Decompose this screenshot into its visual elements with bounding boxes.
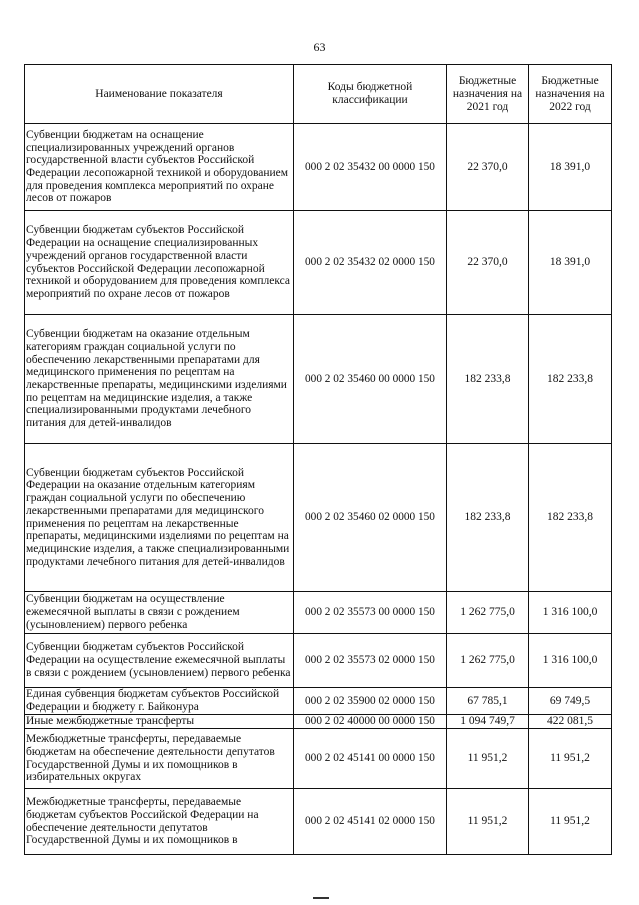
header-allocation-2021: Бюджетные назначения на 2021 год xyxy=(447,65,529,124)
row-budget-code: 000 2 02 35573 02 0000 150 xyxy=(294,634,447,688)
table-row xyxy=(25,715,612,729)
row-allocation-2021: 1 094 749,7 xyxy=(447,715,529,729)
budget-table xyxy=(24,64,612,855)
row-allocation-2022: 18 391,0 xyxy=(529,211,612,315)
table-row xyxy=(25,315,612,444)
row-budget-code: 000 2 02 35432 02 0000 150 xyxy=(294,211,447,315)
scan-mark xyxy=(313,897,329,899)
table-row xyxy=(25,592,612,634)
row-indicator-name: Субвенции бюджетам субъектов Российской Федерации на оснащение специализированных учреждений органов государственной власти субъектов Российской Федерации лесопожарной техникой и оборудованием для проведения комплекса мероприятий по охране лесов от пожаров xyxy=(25,211,294,315)
row-budget-code: 000 2 02 35573 00 0000 150 xyxy=(294,592,447,634)
row-allocation-2021: 67 785,1 xyxy=(447,688,529,715)
row-budget-code: 000 2 02 45141 02 0000 150 xyxy=(294,789,447,855)
row-indicator-name: Иные межбюджетные трансферты xyxy=(25,715,294,729)
row-allocation-2022: 182 233,8 xyxy=(529,444,612,592)
table-row xyxy=(25,688,612,715)
table-row xyxy=(25,789,612,855)
row-allocation-2021: 22 370,0 xyxy=(447,211,529,315)
row-allocation-2022: 182 233,8 xyxy=(529,315,612,444)
table-row xyxy=(25,211,612,315)
row-allocation-2021: 11 951,2 xyxy=(447,789,529,855)
row-indicator-name: Единая субвенция бюджетам субъектов Российской Федерации и бюджету г. Байконура xyxy=(25,688,294,715)
page-cut-edge xyxy=(24,885,611,905)
row-allocation-2021: 11 951,2 xyxy=(447,729,529,789)
table-row xyxy=(25,729,612,789)
row-allocation-2022: 11 951,2 xyxy=(529,789,612,855)
header-budget-codes: Коды бюджетной классификации xyxy=(294,65,447,124)
row-budget-code: 000 2 02 35432 00 0000 150 xyxy=(294,124,447,211)
row-allocation-2021: 1 262 775,0 xyxy=(447,634,529,688)
row-indicator-name: Субвенции бюджетам на оказание отдельным категориям граждан социальной услуги по обеспечению лекарственными препаратами для медицинского применения по рецептам на лекарственные препараты, медицинскими изделиями по рецептам на медицинские изделия, а также специализированными продуктами лечебного питания для детей-инвалидов xyxy=(25,315,294,444)
row-budget-code: 000 2 02 35460 02 0000 150 xyxy=(294,444,447,592)
page-number: 63 xyxy=(313,40,326,54)
row-budget-code: 000 2 02 45141 00 0000 150 xyxy=(294,729,447,789)
row-indicator-name: Межбюджетные трансферты, передаваемые бюджетам на обеспечение деятельности депутатов Государственной Думы и их помощников в избирательных округах xyxy=(25,729,294,789)
row-allocation-2022: 11 951,2 xyxy=(529,729,612,789)
table-row xyxy=(25,634,612,688)
row-budget-code: 000 2 02 40000 00 0000 150 xyxy=(294,715,447,729)
row-allocation-2022: 1 316 100,0 xyxy=(529,634,612,688)
row-allocation-2021: 1 262 775,0 xyxy=(447,592,529,634)
table-row xyxy=(25,444,612,592)
row-indicator-name: Межбюджетные трансферты, передаваемые бюджетам субъектов Российской Федерации на обеспечение деятельности депутатов Государственной Думы и их помощников в xyxy=(25,789,294,855)
header-allocation-2022: Бюджетные назначения на 2022 год xyxy=(529,65,612,124)
row-allocation-2022: 18 391,0 xyxy=(529,124,612,211)
row-allocation-2021: 22 370,0 xyxy=(447,124,529,211)
table-row xyxy=(25,124,612,211)
row-indicator-name: Субвенции бюджетам на осуществление ежемесячной выплаты в связи с рождением (усыновлением) первого ребенка xyxy=(25,592,294,634)
row-indicator-name: Субвенции бюджетам субъектов Российской Федерации на осуществление ежемесячной выплаты в связи с рождением (усыновлением) первого ребенка xyxy=(25,634,294,688)
row-indicator-name: Субвенции бюджетам на оснащение специализированных учреждений органов государственной власти субъектов Российской Федерации лесопожарной техникой и оборудованием для проведения комплекса мероприятий по охране лесов от пожаров xyxy=(25,124,294,211)
row-allocation-2022: 1 316 100,0 xyxy=(529,592,612,634)
row-budget-code: 000 2 02 35460 00 0000 150 xyxy=(294,315,447,444)
row-allocation-2022: 422 081,5 xyxy=(529,715,612,729)
row-allocation-2021: 182 233,8 xyxy=(447,315,529,444)
row-budget-code: 000 2 02 35900 02 0000 150 xyxy=(294,688,447,715)
table-header-row xyxy=(25,65,612,124)
row-allocation-2022: 69 749,5 xyxy=(529,688,612,715)
row-allocation-2021: 182 233,8 xyxy=(447,444,529,592)
row-indicator-name: Субвенции бюджетам субъектов Российской Федерации на оказание отдельным категориям граждан социальной услуги по обеспечению лекарственными препаратами для медицинского применения по рецептам на лекарственные препараты, медицинскими изделиями по рецептам на медицинские изделия, а также специализированными продуктами лечебного питания для детей-инвалидов xyxy=(25,444,294,592)
header-indicator-name: Наименование показателя xyxy=(25,65,294,124)
